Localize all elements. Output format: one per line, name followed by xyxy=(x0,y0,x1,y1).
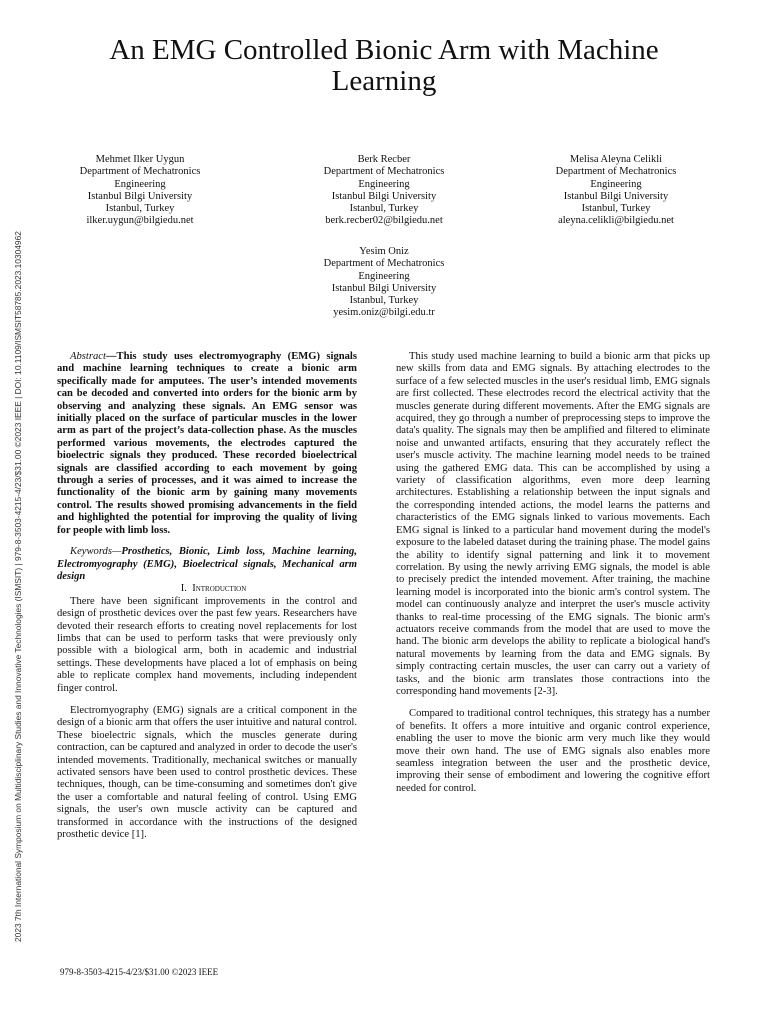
author-email: berk.recber02@bilgiedu.net xyxy=(325,215,443,227)
abstract-lead: Abstract xyxy=(70,351,106,362)
abstract-text: This study uses electromyography (EMG) signals and machine learning techniques to create a bionic arm specifically made for amputees. The user’s intended movements can be decoded and converted into orders for the bionic arm by observing and analyzing these signals. An EMG sensor was initially placed on the surface of particular muscles in the lower arm as part of the project’s data-collection phase. As the muscles performed various movements, the electrodes captured the bioelectric signals they produced. These recorded bioelectrical signals are classified according to each movement by going through a series of processes, and it was aimed to increase the functionality of the bionic arm by gaining many movements control. The results showed promising advancements in the field and highlighted the potential for improving the quality of living for people with limb loss. xyxy=(57,351,357,536)
author-univ: Istanbul Bilgi University xyxy=(331,282,437,294)
sidebar-citation: 2023 7th International Symposium on Multidisciplinary Studies and Innovative Technologies (ISMSIT) | 979-8-3503-4215-4/23/$31.00 ©2023 IEEE | DOI: 10.1109/ISMSIT58785.2023.10304962 xyxy=(13,231,23,942)
body-paragraph: Electromyography (EMG) signals are a critical component in the design of a bionic arm that offers the user intuitive and natural control. These bioelectric signals, which the muscles generate during contraction, can be captured and analyzed in order to decode the user's intended movements. Traditionally, mechanical switches or manually activated sensors have been used to control prosthetic devices. These techniques, though, can be time-consuming and sometimes don't give the user a comfortable and natural feeling of control. Using EMG signals, the user's own muscle activity can be captured and transformed in accordance with the instructions of the designed prosthetic device [1]. xyxy=(57,704,357,841)
author-email: aleyna.celikli@bilgiedu.net xyxy=(558,215,674,227)
author-name: Melisa Aleyna Celikli xyxy=(569,154,663,165)
author-city: Istanbul, Turkey xyxy=(105,203,175,215)
author-dept: Department of Mechatronics xyxy=(79,166,201,178)
author-univ: Istanbul Bilgi University xyxy=(563,190,669,202)
author-name: Berk Recber xyxy=(357,154,411,165)
left-column xyxy=(57,351,357,841)
author-dept2: Engineering xyxy=(358,178,410,190)
author-city: Istanbul, Turkey xyxy=(349,203,419,215)
keywords xyxy=(57,546,357,583)
author-univ: Istanbul Bilgi University xyxy=(87,190,193,202)
author-email: ilker.uygun@bilgiedu.net xyxy=(86,215,194,227)
author-dept2: Engineering xyxy=(590,178,642,190)
abstract-dash: — xyxy=(105,351,117,362)
author-block xyxy=(516,154,716,228)
abstract xyxy=(57,351,357,537)
conference-sidebar xyxy=(5,194,23,954)
section-heading xyxy=(57,583,357,595)
author-block xyxy=(40,154,240,228)
author-email: yesim.oniz@bilgi.edu.tr xyxy=(333,307,435,319)
author-block xyxy=(284,154,484,228)
section-number: I. xyxy=(180,583,187,595)
right-column xyxy=(396,351,710,795)
author-block xyxy=(284,246,484,320)
copyright-footer: 979-8-3503-4215-4/23/$31.00 ©2023 IEEE xyxy=(60,967,219,977)
author-dept2: Engineering xyxy=(358,270,410,282)
section-title: Introduction xyxy=(192,583,247,595)
body-paragraph: This study used machine learning to build a bionic arm that picks up new skills from data and EMG signals. By attaching electrodes to the surface of a few selected muscles in the user's residual limb, EMG signals are first collected. These electrodes record the electrical activity that the muscles generate during different movements. After the EMG signals are acquired, they go through a number of preprocessing steps to improve the data's quality. The signals may then be amplified and filtered to eliminate noise and unwanted artifacts, ensuring that they accurately reflect the user's muscle activity. The machine learning model needs to be trained using the gathered EMG data. This can be accomplished by using a variety of classification algorithms, even more deep learning architectures. Establishing a relationship between the input signals and the corresponding intended actions, the model learns the patterns and characteristics of the EMG signals linked to various movements. Each EMG signal is linked to a particular hand movement during the model's exposure to the labeled dataset during the training phase. The model gains the ability to identify signal patterning and link it to movement correlation. By using the newly arriving EMG signals, the model is able to precisely predict the intended movement. After training, the machine learning model is incorporated into the bionic arm's control system. The model can continuously analyze and interpret the user's muscle activity thanks to real-time processing of the EMG signals. The bionic arm's actuators receive commands from the model that are used to move the hand. The bionic arm develops the ability to replicate a biological hand's natural movements by learning from the data and EMG signals. By simply contracting certain muscles, the user can carry out a variety of tasks, and the bionic arm translates those contractions into the corresponding hand movements [2-3]. xyxy=(396,351,710,697)
paper-title: An EMG Controlled Bionic Arm with Machine Learning xyxy=(109,34,659,97)
author-univ: Istanbul Bilgi University xyxy=(331,190,437,202)
author-dept: Department of Mechatronics xyxy=(323,166,445,178)
author-dept: Department of Mechatronics xyxy=(323,258,445,270)
author-city: Istanbul, Turkey xyxy=(349,295,419,307)
keywords-lead: Keywords— xyxy=(70,546,122,558)
author-city: Istanbul, Turkey xyxy=(581,203,651,215)
author-name: Yesim Oniz xyxy=(359,246,409,257)
author-dept2: Engineering xyxy=(114,178,166,190)
keywords-text: Prosthetics, Bionic, Limb loss, Machine learning, Electromyography (EMG), Bioelectrical signals, Mechanical arm design xyxy=(57,546,357,582)
author-name: Mehmet Ilker Uygun xyxy=(95,154,185,165)
author-dept: Department of Mechatronics xyxy=(555,166,677,178)
body-paragraph: Compared to traditional control techniques, this strategy has a number of benefits. It offers a more intuitive and organic control experience, enabling the user to move the bionic arm very much like they would move their own hand. The use of EMG signals also enables more seamless integration between the user and the prosthetic device, improving their sense of embodiment and lowering the cognitive effort needed for control. xyxy=(396,708,710,794)
body-paragraph: There have been significant improvements in the control and design of prosthetic devices over the past few years. Researchers have devoted their research efforts to creating novel replacements for lost limbs that can be used to perform tasks that were previously only possible with a biological arm, both in academic and industrial settings. These developments have placed a lot of emphasis on being able to replicate complex hand movements, including independent finger control. xyxy=(57,595,357,694)
